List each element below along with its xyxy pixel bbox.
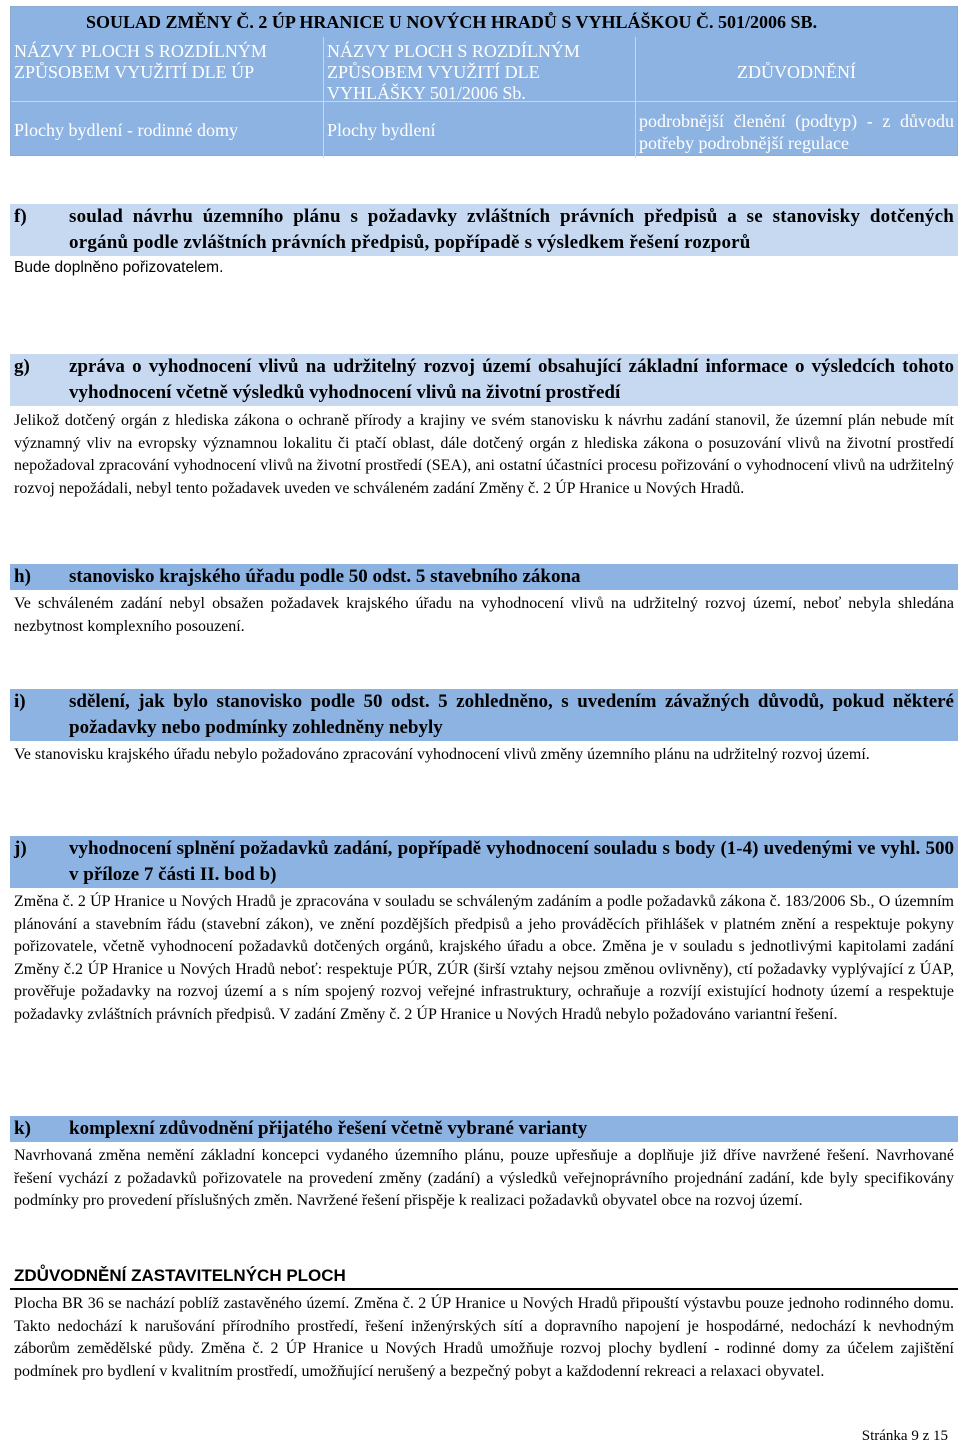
row1-col2: Plochy bydlení (323, 102, 635, 158)
section-i (10, 689, 958, 767)
justification-section (10, 1265, 958, 1383)
section-k-label: k) (14, 1118, 31, 1139)
section-f-heading (10, 204, 958, 256)
col1-head: NÁZVY PLOCH S ROZDÍLNÝM ZPŮSOBEM VYUŽITÍ DLE ÚP (14, 41, 267, 82)
section-i-heading (10, 689, 958, 741)
section-g (10, 354, 958, 500)
section-h-heading (10, 564, 958, 590)
section-i-label: i) (14, 691, 26, 712)
justification-heading: ZDŮVODNĚNÍ ZASTAVITELNÝCH PLOCH (10, 1265, 958, 1290)
section-g-title: zpráva o vyhodnocení vlivů na udržitelný rozvoj území obsahující základní informace o výsledcích tohoto vyhodnocení včetně výsledků vyhodnocení vlivů na životní prostředí (69, 356, 954, 403)
justification-body: Plocha BR 36 se nachází poblíž zastavěného území. Změna č. 2 ÚP Hranice u Nových Hradů připouští výstavbu pouze jednoho rodinného domu. Takto nedochází k narušování přírodního prostředí, řešení inženýrských sítí a dopravního napojení je hospodárné, nedochází k nevhodným záborům zemědělské půdy. Změna č. 2 ÚP Hranice u Nových Hradů umožňuje rozvoj plochy bydlení - rodinné domy za účelem zajištění podmínek pro bydlení v kvalitním prostředí, umožňující nerušený a bezpečný pobyt a každodenní rekreaci a relaxaci obyvatel. (14, 1295, 954, 1380)
section-g-label: g) (14, 356, 30, 377)
section-f-title: soulad návrhu územního plánu s požadavky zvláštních právních předpisů a se stanovisky dotčených orgánů podle zvláštních právních předpisů, popřípadě s výsledkem řešení rozporů (69, 206, 954, 253)
section-i-title: sdělení, jak bylo stanovisko podle 50 odst. 5 zohledněno, s uvedením závažných důvodů, pokud některé požadavky nebo podmínky zohledněny nebyly (69, 691, 954, 738)
section-h (10, 564, 958, 638)
section-h-label: h) (14, 566, 31, 587)
row1-col1: Plochy bydlení - rodinné domy (14, 119, 238, 140)
section-f (10, 204, 958, 280)
section-k-body: Navrhovaná změna nemění základní koncepci vydaného územního plánu, pouze upřesňuje a doplňuje již dříve navržené řešení. Navrhované řešení vychází z požadavků pořizovatele na provedení změny (zadání) a výsledků veřejnoprávního projednání zadání, kde byly specifikovány podmínky pro provedení příslušných změn. Navržené řešení přispěje k realizaci požadavků obyvatel obce na rozvoj území. (14, 1147, 954, 1209)
section-j-label: j) (14, 838, 27, 859)
header-columns (11, 37, 957, 101)
section-k-heading (10, 1116, 958, 1142)
section-f-label: f) (14, 206, 27, 227)
section-k (10, 1116, 958, 1213)
document-page (10, 6, 958, 1380)
col2-head: NÁZVY PLOCH S ROZDÍLNÝM ZPŮSOBEM VYUŽITÍ DLE VYHLÁŠKY 501/2006 Sb. (323, 37, 635, 108)
section-i-body: Ve stanovisku krajského úřadu nebylo požadováno zpracování vyhodnocení vlivů změny územního plánu na udržitelný rozvoj území. (14, 746, 870, 763)
section-j-body: Změna č. 2 ÚP Hranice u Nových Hradů je zpracována v souladu se schváleným zadáním a podle požadavků zákona č. 183/2006 Sb., O územním plánování a stavebním řádu (stavební zákon), ve znění pozdějších předpisů a jeho prováděcích přihlášek v platném znění a respektuje pokyny pořizovatele, včetně vyhodnocení požadavků dotčených orgánů, krajského úřadu a obce. Změna je v souladu s jednotlivými kapitolami zadání Změny č.2 ÚP Hranice u Nových Hradů neboť: respektuje PÚR, ZÚR (širší vztahy nejsou změnou ovlivněny), ctí požadavky vyplývající z ÚAP, prověřuje požadavky na rozvoj území a s ním spojený rozvoj veřejné infrastruktury, ochraňuje a rozvíjí existující hodnoty území a respektuje požadavky zvláštních právních předpisů. V zadání Změny č. 2 ÚP Hranice u Nových Hradů nebylo požadováno variantní řešení. (14, 893, 954, 1023)
section-j-title: vyhodnocení splnění požadavků zadání, popřípadě vyhodnocení souladu s body (1-4) uvedenými ve vyhl. 500 v příloze 7 části II. bod b) (69, 838, 954, 885)
section-g-heading (10, 354, 958, 406)
header-table (10, 6, 958, 156)
section-g-body: Jelikož dotčený orgán z hlediska zákona o ochraně přírody a krajiny ve svém stanovisku k návrhu zadání stanovil, že územní plán nebude mít významný vliv na evropsky významnou lokalitu či ptačí oblast, dále dotčený orgán z hlediska zákona o posuzování vlivů na životní prostředí nepožadoval zpracování vyhodnocení vlivů na životní prostředí (SEA), ani ostatní účastníci procesu pořizování o vyhodnocení vlivů na udržitelný rozvoj nepožádali, nebyl tento požadavek uveden ve schváleném zadání Změny č. 2 ÚP Hranice u Nových Hradů. (14, 412, 954, 497)
header-title: SOULAD ZMĚNY Č. 2 ÚP HRANICE U NOVÝCH HRADŮ S VYHLÁŠKOU Č. 501/2006 SB. (11, 7, 957, 37)
page-number: Stránka 9 z 15 (861, 1428, 948, 1444)
row1-col3: podrobnější členění (podtyp) - z důvodu potřeby podrobnější regulace (635, 102, 957, 158)
section-f-body: Bude doplněno pořizovatelem. (14, 259, 224, 276)
section-j-heading (10, 836, 958, 888)
section-k-title: komplexní zdůvodnění přijatého řešení včetně vybrané varianty (69, 1118, 588, 1139)
col3-head: ZDŮVODNĚNÍ (635, 37, 957, 108)
section-h-body: Ve schváleném zadání nebyl obsažen požadavek krajského úřadu na vyhodnocení vlivů na udržitelný rozvoj území, neboť nebyla shledána nezbytnost komplexního posouzení. (14, 595, 954, 635)
section-j (10, 836, 958, 1026)
header-data-row (11, 101, 957, 155)
section-h-title: stanovisko krajského úřadu podle 50 odst. 5 stavebního zákona (69, 566, 581, 587)
